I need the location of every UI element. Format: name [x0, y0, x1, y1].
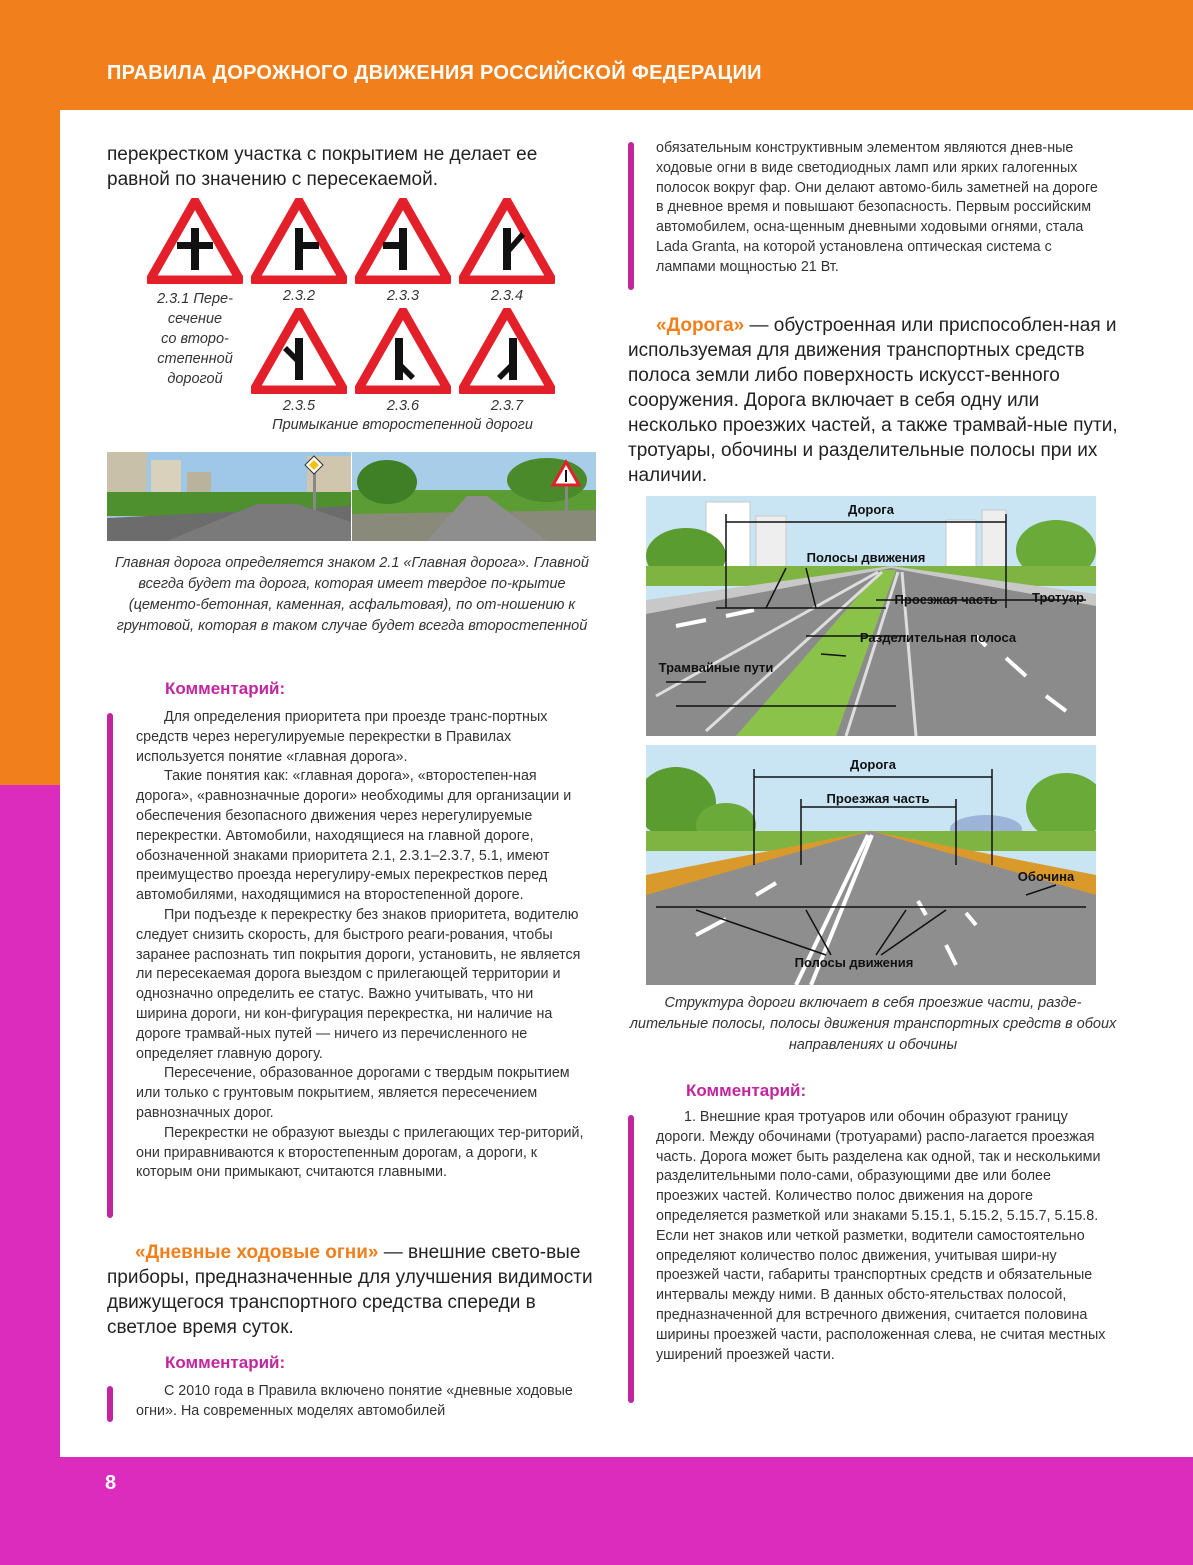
comment3-bar	[628, 1115, 634, 1403]
diagram1-label-razdel: Разделительная полоса	[859, 630, 1017, 645]
comment1-body	[136, 708, 586, 1183]
sign-label-2-3-5: 2.3.5	[282, 398, 316, 414]
header-title: ПРАВИЛА ДОРОЖНОГО ДВИЖЕНИЯ РОССИЙСКОЙ ФЕДЕРАЦИИ	[107, 62, 762, 84]
road-structure-diagram-1	[646, 496, 1096, 736]
comment1-p1: Для определения приоритета при проезде транс-портных средств через нерегулируемые перекрестки в Правилах используется понятие «главная дорога».	[136, 709, 548, 765]
sign-2-3-5	[251, 308, 347, 394]
sign-2-3-2	[251, 198, 347, 284]
sign-label-2-3-2: 2.3.2	[282, 288, 316, 304]
diagram2-label-proezzhaya: Проезжая часть	[826, 791, 930, 806]
comment3-title: Комментарий:	[686, 1081, 807, 1100]
header-bar	[0, 0, 1193, 110]
sign-2-3-1	[147, 198, 243, 284]
diagram2-label-polosy: Полосы движения	[794, 955, 914, 970]
comment1-p4: Пересечение, образованное дорогами с твердым покрытием или только с грунтовым покрытием, является пересечением равнозначных дорог.	[136, 1065, 570, 1121]
comment2-p1: С 2010 года в Правила включено понятие «дневные ходовые огни». На современных моделях автомобилей	[136, 1383, 573, 1419]
comment3-p1: 1. Внешние края тротуаров или обочин образуют границу дороги. Между обочинами (тротуарами) распо-лагается проезжая часть. Дорога может быть разделена как одной, так и несколькими разделительными поло-сами, образующими две или более проезжих частей. Количество полос движения на дороге определяется разметкой или знаками 5.15.1, 5.15.2, 5.15.7, 5.15.8. Если нет знаков или четкой разметки, водители самостоятельно определяют количество полос движения, учитывая шири-ну проезжей части, габариты транспортных средств и обязательные интервалы между ними. В данных обсто-ятельствах полосой, предназначенной для встречного движения, считается половина ширины проезжей части, расположенная слева, не считая местных уширений проезжей части.	[656, 1109, 1106, 1363]
diagram2-label-obochina: Обочина	[1017, 869, 1075, 884]
diagram1-label-polosy: Полосы движения	[806, 550, 926, 565]
comment2-title: Комментарий:	[165, 1353, 286, 1372]
comment1-title: Комментарий:	[165, 679, 286, 698]
sign-2-3-3	[355, 198, 451, 284]
photo-caption: Главная дорога определяется знаком 2.1 «Главная дорога». Главной всегда будет та дорога, которая имеет твердое по-крытие (цементо-бетонная, каменная, асфальтовая), по от-ношению к грунтовой, которая в таком случае будет всегда второстепенной	[115, 555, 589, 634]
diagram1-label-tram: Трамвайные пути	[658, 660, 774, 675]
right-continuation-bar	[628, 142, 634, 290]
diagram1-label-proezzhaya: Проезжая часть	[894, 592, 998, 607]
road-term: «Дорога»	[656, 315, 745, 336]
signs-group-caption: Примыкание второстепенной дороги	[272, 417, 533, 433]
sign-label-2-3-3: 2.3.3	[386, 288, 420, 304]
diagram1-label-trotuar: Тротуар	[1032, 590, 1084, 605]
diagram1-label-doroga: Дорога	[848, 502, 894, 517]
comment1-p5: Перекрестки не образуют выезды с прилегающих тер-риторий, они приравниваются к второстепенным дорогам, а дороги, к которым они примыкают, считаются главными.	[136, 1124, 584, 1181]
road-definition	[628, 313, 1118, 488]
sign-label-2-3-6: 2.3.6	[386, 398, 420, 414]
sign-2-3-7	[459, 308, 555, 394]
comment1-bar	[107, 713, 113, 1218]
diagram-caption: Структура дороги включает в себя проезжие части, разде-лительные полосы, полосы движения транспортных средств в обоих направлениях и обочины	[629, 995, 1117, 1053]
drl-definition	[107, 1240, 597, 1340]
sign-label-2-3-1: 2.3.1 Пере- сечение со второ- степенной дорогой	[157, 291, 233, 387]
road-structure-diagram-2	[646, 745, 1096, 985]
sign-2-3-4	[459, 198, 555, 284]
drl-term: «Дневные ходовые огни»	[135, 1242, 379, 1263]
comment1-p3: При подъезде к перекрестку без знаков приоритета, водителю следует снизить скорость, для быстрого реаги-рования, чтобы заранее распознать тип покрытия дороги, установить, не является ли пересекаемая дорога выездом с прилегающей территории и однозначно определить ее статус. Важно учитывать, что ни ширина дороги, ни кон-фигурация перекрестка, ни наличие на дороге трамвай-ных путей — ничего из перечисленного не определяет главную дорогу.	[136, 906, 581, 1062]
drl-continuation: обязательным конструктивным элементом являются днев-ные ходовые огни в виде светодиодных ламп или ярких галогенных полосок вокруг фар. Они делают автомо-биль заметней на дороге в дневное время и повышают безопасность. Первым российским автомобилем, осна-щенным дневными ходовыми огнями, стала Lada Granta, на которой установлена оптическая система с лампами мощностью 21 Вт.	[656, 140, 1098, 275]
page-number: 8	[105, 1472, 117, 1494]
intro-paragraph: перекрестком участка с покрытием не делает ее равной по значению с пересекаемой.	[107, 144, 538, 190]
sign-2-3-6	[355, 308, 451, 394]
road-text: — обустроенная или приспособлен-ная и используемая для движения транспортных средств полоса земли либо поверхность искусст-венного сооружения. Дорога включает в себя одну или несколько проезжих частей, а также трамвай-ные пути, тротуары, обочины и разделительные полосы при их наличии.	[628, 315, 1118, 486]
sign-label-2-3-4: 2.3.4	[490, 288, 524, 304]
road-photos	[107, 452, 596, 541]
sign-label-2-3-7: 2.3.7	[490, 398, 524, 414]
comment1-p2: Такие понятия как: «главная дорога», «второстепен-ная дорога», «равнозначные дороги» необходимы для организации и обеспечения безопасного движения через нерегулируемые перекрестки. Автомобили, находящиеся на главной дороге, обозначенной знаками приоритета 2.1, 2.3.1–2.3.7, 5.1, имеют преимущество проезда нерегулиру-емых перекрестков перед автомобилями, находящимися на второстепенной дороге.	[136, 768, 572, 904]
drl-text: — внешние свето-вые приборы, предназначенные для улучшения видимости движущегося транспортного средства спереди в светлое время суток.	[107, 1242, 593, 1338]
diagram2-label-doroga: Дорога	[850, 757, 896, 772]
comment2-bar	[107, 1386, 113, 1422]
